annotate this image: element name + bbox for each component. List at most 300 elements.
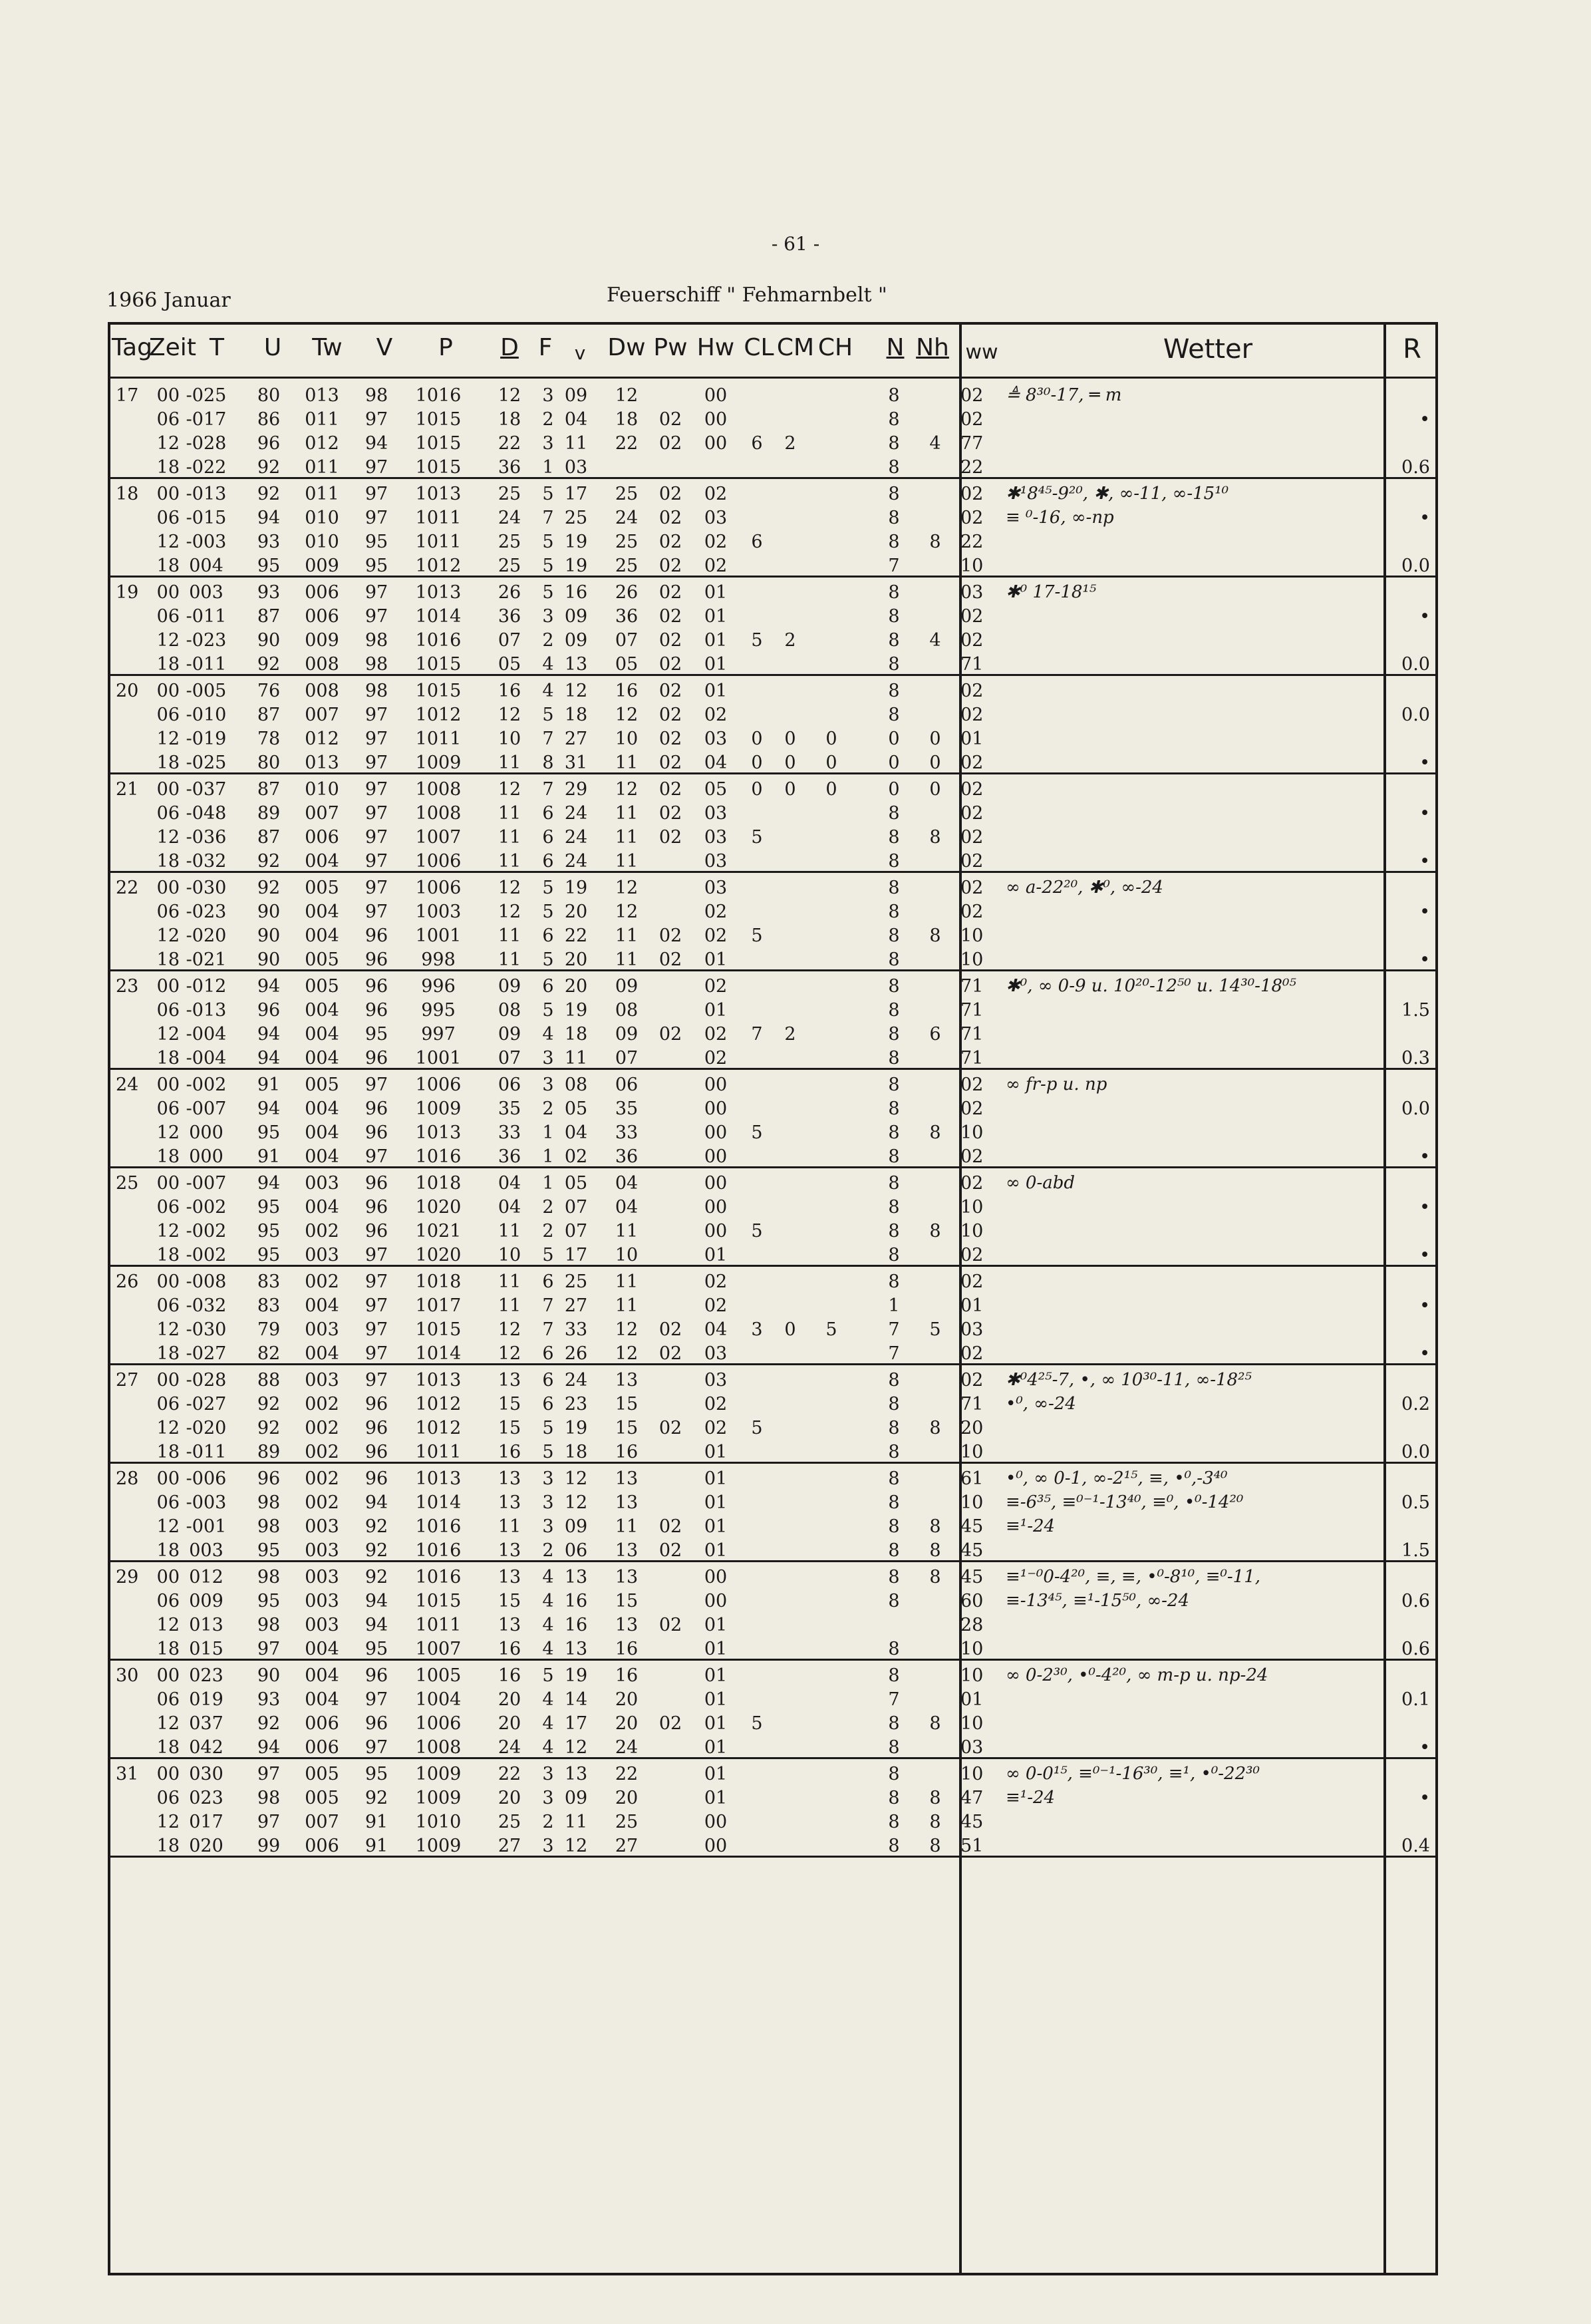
cell-d: 22 <box>498 1764 521 1784</box>
cell-v: 96 <box>364 1098 388 1119</box>
cell-n: 0 <box>888 752 900 773</box>
cell-r: 0.1 <box>1401 1689 1430 1710</box>
cell-zeit: 12 <box>156 1812 180 1832</box>
cell-t: 030 <box>189 1764 223 1784</box>
cell-t: -017 <box>186 409 227 430</box>
table-row <box>110 383 1435 408</box>
cell-zeit: 18 <box>156 654 180 675</box>
cell-ww: 02 <box>960 630 984 651</box>
table-row <box>110 825 1435 850</box>
table-row <box>110 1243 1435 1267</box>
cell-n: 8 <box>888 654 900 675</box>
cell-f: 1 <box>542 1146 554 1167</box>
cell-f: 5 <box>542 484 554 504</box>
cell-p: 1013 <box>415 484 462 504</box>
cell-vv: 24 <box>564 1370 588 1391</box>
cell-p: 1010 <box>415 1812 462 1832</box>
cell-d: 12 <box>498 779 521 800</box>
cell-nh: 8 <box>929 925 941 946</box>
cell-p: 1021 <box>415 1221 462 1242</box>
cell-hw: 01 <box>704 1468 728 1489</box>
cell-p: 1007 <box>415 827 462 848</box>
cell-vv: 04 <box>564 409 588 430</box>
cell-t: -013 <box>186 1000 227 1021</box>
cell-nh: 8 <box>929 1567 941 1587</box>
cell-r: 0.6 <box>1401 1639 1430 1659</box>
cell-t: 012 <box>189 1567 223 1587</box>
cell-r: 0.0 <box>1401 1098 1430 1119</box>
cell-d: 36 <box>498 457 521 478</box>
cell-ww: 45 <box>960 1567 984 1587</box>
table-row <box>110 1538 1435 1563</box>
cell-ww: 02 <box>960 1343 984 1364</box>
cell-p: 1012 <box>415 556 462 576</box>
cell-r: 0.6 <box>1401 1591 1430 1611</box>
cell-r: 1.5 <box>1401 1000 1430 1021</box>
cell-tw: 005 <box>305 1764 339 1784</box>
cell-dw: 13 <box>615 1540 639 1561</box>
cell-tw: 004 <box>305 1146 339 1167</box>
cell-p: 1020 <box>415 1245 462 1265</box>
cell-hw: 00 <box>704 1098 728 1119</box>
cell-d: 15 <box>498 1394 521 1414</box>
cell-tw: 006 <box>305 582 339 603</box>
cell-f: 5 <box>542 878 554 898</box>
cell-t: 023 <box>189 1665 223 1686</box>
cell-f: 6 <box>542 827 554 848</box>
cell-tw: 004 <box>305 925 339 946</box>
cell-r: 0.0 <box>1401 556 1430 576</box>
cell-u: 92 <box>257 1394 281 1414</box>
cell-hw: 01 <box>704 1713 728 1734</box>
cell-p: 1009 <box>415 1098 462 1119</box>
cell-v: 97 <box>364 729 388 749</box>
cell-f: 2 <box>542 1197 554 1218</box>
cell-v: 97 <box>364 1343 388 1364</box>
col-header-dw: Dw <box>607 334 646 361</box>
cell-d: 26 <box>498 582 521 603</box>
cell-ch: 0 <box>825 729 837 749</box>
cell-wetter: ∞ fr-p u. np <box>1006 1075 1107 1094</box>
cell-dw: 26 <box>615 582 639 603</box>
cell-f: 3 <box>542 1764 554 1784</box>
cell-d: 11 <box>498 1221 521 1242</box>
cell-u: 78 <box>257 729 281 749</box>
cell-n: 8 <box>888 1370 900 1391</box>
cell-f: 7 <box>542 508 554 528</box>
cell-r: • <box>1419 508 1430 528</box>
cell-wetter: ✱¹8⁴⁵-9²⁰, ✱, ∞-11, ∞-15¹⁰ <box>1006 484 1229 504</box>
cell-dw: 07 <box>615 1048 639 1069</box>
cell-f: 3 <box>542 1468 554 1489</box>
cell-v: 95 <box>364 532 388 552</box>
cell-f: 4 <box>542 1713 554 1734</box>
cell-dw: 11 <box>615 803 639 824</box>
cell-vv: 27 <box>564 1295 588 1316</box>
table-row <box>110 1046 1435 1071</box>
cell-t: -027 <box>186 1394 227 1414</box>
day-number: 18 <box>116 484 139 504</box>
cell-p: 1004 <box>415 1689 462 1710</box>
cell-t: -027 <box>186 1343 227 1364</box>
cell-hw: 03 <box>704 729 728 749</box>
cell-dw: 36 <box>615 1146 639 1167</box>
day-number: 24 <box>116 1075 139 1095</box>
cell-zeit: 12 <box>156 925 180 946</box>
cell-t: -002 <box>186 1245 227 1265</box>
cell-cl: 5 <box>751 1221 763 1242</box>
cell-dw: 20 <box>615 1788 639 1808</box>
cell-ww: 10 <box>960 1122 984 1143</box>
cell-wetter: ∞ 0-abd <box>1006 1173 1076 1193</box>
cell-ww: 45 <box>960 1812 984 1832</box>
cell-ww: 10 <box>960 1492 984 1513</box>
cell-wetter: ✱⁰ 17-18¹⁵ <box>1006 582 1097 602</box>
cell-dw: 11 <box>615 949 639 970</box>
table-row <box>110 750 1435 775</box>
cell-hw: 01 <box>704 1689 728 1710</box>
cell-hw: 01 <box>704 1540 728 1561</box>
cell-ww: 02 <box>960 385 984 406</box>
cell-p: 1014 <box>415 606 462 627</box>
cell-p: 1001 <box>415 925 462 946</box>
cell-p: 1016 <box>415 1567 462 1587</box>
cell-u: 95 <box>257 1197 281 1218</box>
table-row <box>110 1762 1435 1786</box>
cell-u: 94 <box>257 1024 281 1045</box>
cell-n: 8 <box>888 1098 900 1119</box>
cell-n: 8 <box>888 1836 900 1856</box>
table-row <box>110 482 1435 506</box>
cell-ww: 10 <box>960 1665 984 1686</box>
cell-zeit: 00 <box>156 484 180 504</box>
cell-hw: 00 <box>704 433 728 454</box>
cell-tw: 003 <box>305 1173 339 1194</box>
cell-zeit: 12 <box>156 1713 180 1734</box>
cell-n: 8 <box>888 532 900 552</box>
table-row <box>110 604 1435 629</box>
cell-hw: 03 <box>704 878 728 898</box>
cell-t: -015 <box>186 508 227 528</box>
cell-hw: 02 <box>704 484 728 504</box>
cell-u: 93 <box>257 1689 281 1710</box>
col-header-hw: Hw <box>696 334 735 361</box>
cell-u: 96 <box>257 433 281 454</box>
cell-ww: 10 <box>960 1221 984 1242</box>
cell-u: 93 <box>257 532 281 552</box>
cell-u: 87 <box>257 779 281 800</box>
cell-u: 92 <box>257 851 281 872</box>
cell-hw: 00 <box>704 1197 728 1218</box>
cell-zeit: 00 <box>156 1173 180 1194</box>
cell-u: 89 <box>257 1442 281 1462</box>
cell-f: 4 <box>542 1024 554 1045</box>
cell-d: 13 <box>498 1615 521 1635</box>
cell-zeit: 06 <box>156 1492 180 1513</box>
table-row <box>110 1735 1435 1760</box>
cell-n: 8 <box>888 803 900 824</box>
cell-zeit: 18 <box>156 949 180 970</box>
cell-p: 1014 <box>415 1492 462 1513</box>
cell-dw: 05 <box>615 654 639 675</box>
cell-dw: 12 <box>615 1319 639 1340</box>
cell-hw: 01 <box>704 1615 728 1635</box>
cell-r: • <box>1419 1788 1430 1808</box>
cell-v: 97 <box>364 1319 388 1340</box>
cell-f: 5 <box>542 1665 554 1686</box>
cell-u: 98 <box>257 1567 281 1587</box>
cell-zeit: 18 <box>156 1737 180 1758</box>
cell-p: 1015 <box>415 457 462 478</box>
cell-ww: 02 <box>960 705 984 725</box>
cell-n: 7 <box>888 556 900 576</box>
cell-zeit: 06 <box>156 1000 180 1021</box>
table-row <box>110 900 1435 924</box>
cell-hw: 02 <box>704 1418 728 1438</box>
cell-vv: 09 <box>564 1516 588 1537</box>
cell-zeit: 18 <box>156 556 180 576</box>
cell-f: 6 <box>542 803 554 824</box>
cell-d: 25 <box>498 532 521 552</box>
cell-vv: 19 <box>564 556 588 576</box>
cell-dw: 11 <box>615 1516 639 1537</box>
cell-v: 97 <box>364 508 388 528</box>
cell-zeit: 18 <box>156 1343 180 1364</box>
cell-vv: 20 <box>564 976 588 997</box>
cell-pw: 02 <box>658 532 682 552</box>
cell-nh: 4 <box>929 433 941 454</box>
cell-u: 95 <box>257 1540 281 1561</box>
cell-d: 11 <box>498 827 521 848</box>
cell-p: 1009 <box>415 1764 462 1784</box>
cell-t: -011 <box>186 654 227 675</box>
cell-ww: 02 <box>960 752 984 773</box>
cell-n: 8 <box>888 1245 900 1265</box>
cell-ww: 02 <box>960 902 984 922</box>
cell-cm: 0 <box>784 779 796 800</box>
cell-d: 36 <box>498 606 521 627</box>
cell-p: 1007 <box>415 1639 462 1659</box>
cell-u: 92 <box>257 654 281 675</box>
cell-t: -005 <box>186 681 227 701</box>
cell-f: 3 <box>542 1075 554 1095</box>
table-row <box>110 1466 1435 1491</box>
cell-hw: 01 <box>704 1000 728 1021</box>
cell-zeit: 18 <box>156 1442 180 1462</box>
cell-n: 8 <box>888 1173 900 1194</box>
cell-t: 015 <box>189 1639 223 1659</box>
cell-tw: 004 <box>305 1024 339 1045</box>
cell-tw: 005 <box>305 949 339 970</box>
cell-hw: 02 <box>704 532 728 552</box>
cell-tw: 002 <box>305 1394 339 1414</box>
cell-u: 83 <box>257 1295 281 1316</box>
cell-hw: 02 <box>704 1295 728 1316</box>
cell-f: 3 <box>542 1836 554 1856</box>
cell-v: 96 <box>364 1173 388 1194</box>
cell-r: 0.2 <box>1401 1394 1430 1414</box>
cell-zeit: 18 <box>156 1245 180 1265</box>
cell-hw: 01 <box>704 1516 728 1537</box>
cell-p: 1013 <box>415 1370 462 1391</box>
cell-f: 6 <box>542 851 554 872</box>
cell-t: -021 <box>186 949 227 970</box>
cell-wetter: ≡¹-24 <box>1006 1788 1056 1808</box>
cell-p: 1009 <box>415 752 462 773</box>
cell-d: 04 <box>498 1197 521 1218</box>
cell-zeit: 00 <box>156 878 180 898</box>
cell-wetter: ∞ 0-2³⁰, •⁰-4²⁰, ∞ m-p u. np-24 <box>1006 1665 1268 1685</box>
cell-d: 11 <box>498 925 521 946</box>
cell-t: -013 <box>186 484 227 504</box>
cell-vv: 13 <box>564 1764 588 1784</box>
cell-n: 8 <box>888 681 900 701</box>
cell-hw: 01 <box>704 1245 728 1265</box>
day-block <box>110 774 1435 873</box>
cell-nh: 5 <box>929 1319 941 1340</box>
cell-n: 8 <box>888 1812 900 1832</box>
cell-pw: 02 <box>658 779 682 800</box>
cell-t: -003 <box>186 1492 227 1513</box>
cell-zeit: 18 <box>156 1048 180 1069</box>
cell-p: 1003 <box>415 902 462 922</box>
cell-nh: 8 <box>929 1122 941 1143</box>
cell-n: 8 <box>888 385 900 406</box>
cell-dw: 24 <box>615 508 639 528</box>
cell-vv: 04 <box>564 1122 588 1143</box>
cell-ww: 51 <box>960 1836 984 1856</box>
cell-dw: 12 <box>615 878 639 898</box>
cell-vv: 16 <box>564 582 588 603</box>
cell-r: • <box>1419 1343 1430 1364</box>
cell-tw: 003 <box>305 1319 339 1340</box>
cell-t: 042 <box>189 1737 223 1758</box>
cell-n: 8 <box>888 1639 900 1659</box>
cell-v: 96 <box>364 1442 388 1462</box>
cell-r: • <box>1419 851 1430 872</box>
cell-ww: 22 <box>960 532 984 552</box>
cell-r: • <box>1419 803 1430 824</box>
cell-tw: 003 <box>305 1591 339 1611</box>
cell-r: • <box>1419 1197 1430 1218</box>
cell-zeit: 18 <box>156 1146 180 1167</box>
cell-v: 97 <box>364 878 388 898</box>
cell-zeit: 12 <box>156 1122 180 1143</box>
cell-f: 5 <box>542 1000 554 1021</box>
cell-p: 995 <box>421 1000 456 1021</box>
cell-hw: 01 <box>704 1492 728 1513</box>
cell-zeit: 06 <box>156 1394 180 1414</box>
cell-wetter: ✱⁰, ∞ 0-9 u. 10²⁰-12⁵⁰ u. 14³⁰-18⁰⁵ <box>1006 976 1296 996</box>
cell-tw: 011 <box>305 484 339 504</box>
cell-zeit: 12 <box>156 1319 180 1340</box>
cell-ww: 02 <box>960 1245 984 1265</box>
cell-dw: 07 <box>615 630 639 651</box>
cell-n: 7 <box>888 1319 900 1340</box>
cell-n: 7 <box>888 1343 900 1364</box>
cell-zeit: 18 <box>156 1836 180 1856</box>
cell-n: 8 <box>888 1442 900 1462</box>
cell-tw: 006 <box>305 1836 339 1856</box>
cell-ww: 71 <box>960 1024 984 1045</box>
cell-tw: 006 <box>305 1737 339 1758</box>
cell-r: 0.5 <box>1401 1492 1430 1513</box>
cell-hw: 02 <box>704 976 728 997</box>
cell-cm: 0 <box>784 752 796 773</box>
cell-vv: 18 <box>564 1024 588 1045</box>
cell-d: 06 <box>498 1075 521 1095</box>
cell-u: 94 <box>257 976 281 997</box>
cell-p: 1016 <box>415 385 462 406</box>
cell-n: 8 <box>888 1713 900 1734</box>
cell-f: 6 <box>542 1271 554 1292</box>
cell-nh: 8 <box>929 1540 941 1561</box>
cell-u: 79 <box>257 1319 281 1340</box>
cell-n: 8 <box>888 976 900 997</box>
cell-v: 92 <box>364 1540 388 1561</box>
cell-f: 3 <box>542 1788 554 1808</box>
cell-f: 3 <box>542 385 554 406</box>
cell-cl: 0 <box>751 752 763 773</box>
cell-d: 11 <box>498 851 521 872</box>
cell-dw: 13 <box>615 1370 639 1391</box>
day-block <box>110 381 1435 479</box>
table-row <box>110 1711 1435 1736</box>
cell-u: 97 <box>257 1639 281 1659</box>
cell-n: 8 <box>888 1764 900 1784</box>
table-row <box>110 1565 1435 1589</box>
cell-f: 6 <box>542 1370 554 1391</box>
day-number: 19 <box>116 582 139 603</box>
cell-vv: 05 <box>564 1173 588 1194</box>
cell-f: 3 <box>542 433 554 454</box>
cell-v: 95 <box>364 1024 388 1045</box>
cell-pw: 02 <box>658 1615 682 1635</box>
cell-hw: 00 <box>704 1075 728 1095</box>
cell-v: 96 <box>364 1418 388 1438</box>
cell-pw: 02 <box>658 582 682 603</box>
day-number: 23 <box>116 976 139 997</box>
cell-u: 89 <box>257 803 281 824</box>
cell-u: 90 <box>257 949 281 970</box>
cell-hw: 00 <box>704 1591 728 1611</box>
table-row <box>110 998 1435 1023</box>
cell-hw: 02 <box>704 902 728 922</box>
cell-ww: 10 <box>960 1442 984 1462</box>
cell-hw: 03 <box>704 851 728 872</box>
cell-hw: 05 <box>704 779 728 800</box>
cell-vv: 07 <box>564 1197 588 1218</box>
cell-v: 96 <box>364 1197 388 1218</box>
cell-r: 0.0 <box>1401 654 1430 675</box>
cell-f: 5 <box>542 1245 554 1265</box>
cell-n: 8 <box>888 1197 900 1218</box>
cell-pw: 02 <box>658 1343 682 1364</box>
cell-pw: 02 <box>658 681 682 701</box>
cell-v: 91 <box>364 1836 388 1856</box>
cell-p: 1011 <box>415 532 462 552</box>
cell-d: 13 <box>498 1567 521 1587</box>
col-header-wetter: Wetter <box>1163 334 1253 365</box>
cell-u: 92 <box>257 878 281 898</box>
cell-ww: 02 <box>960 1370 984 1391</box>
cell-r: • <box>1419 606 1430 627</box>
cell-v: 97 <box>364 409 388 430</box>
cell-zeit: 00 <box>156 1764 180 1784</box>
cell-u: 92 <box>257 484 281 504</box>
cell-tw: 002 <box>305 1418 339 1438</box>
cell-d: 04 <box>498 1173 521 1194</box>
